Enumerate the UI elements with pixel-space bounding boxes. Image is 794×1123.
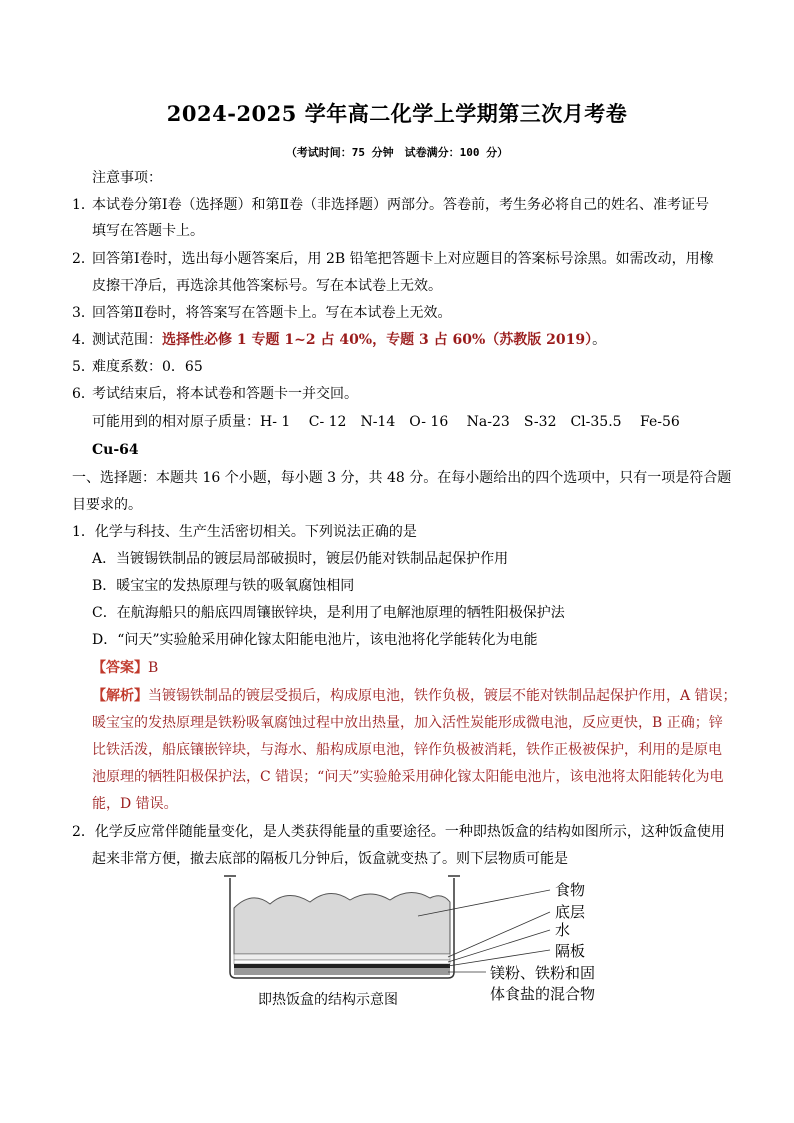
question-1-analysis-line-5: 能，D 错误。 [92,796,178,812]
food-layer [234,892,450,954]
partition-layer [234,964,450,968]
label-bottom-layer: 底层 [555,903,586,921]
atomic-mass-line: 可能用到的相对原子质量：H- 1 C- 12 N-14 O- 16 Na-23 S-32 Cl-35.5 Fe-56 [92,414,680,430]
notice-item-2: 2．回答第Ⅰ卷时，选出每小题答案后，用 2B 铅笔把答题卡上对应题目的答案标号涂黑。如需改动，用橡 [72,251,714,267]
notice-item-1: 1．本试卷分第Ⅰ卷（选择题）和第Ⅱ卷（非选择题）两部分。答卷前，考生务必将自己的姓名、准考证号 [72,197,710,213]
page-title: 2024-2025 学年高二化学上学期第三次月考卷 [166,101,628,126]
question-1-option-a: A．当镀锡铁制品的镀层局部破损时，镀层仍能对铁制品起保护作用 [92,551,509,567]
question-1-option-b: B．暖宝宝的发热原理与铁的吸氧腐蚀相同 [92,578,355,594]
lunchbox-diagram [218,868,638,1018]
bottom-layer [234,954,450,960]
notice-item-4: 4．测试范围：选择性必修 1 专题 1~2 占 40%，专题 3 占 60%（苏教版 2019）。 [72,332,607,348]
label-mixture-line-1: 镁粉、铁粉和固 [490,964,596,982]
notice-item-6: 6．考试结束后，将本试卷和答题卡一并交回。 [72,386,358,402]
question-2-stem: 2．化学反应常伴随能量变化，是人类获得能量的重要途径。一种即热饭盒的结构如图所示，这种饭盒使用 [72,824,725,840]
question-1-analysis: 【解析】当镀锡铁制品的镀层受损后，构成原电池，铁作负极，镀层不能对铁制品起保护作用，A 错误； [92,688,737,704]
question-1-option-d: D．“问天”实验舱采用砷化镓太阳能电池片，该电池将化学能转化为电能 [92,632,538,648]
lunchbox-diagram-svg [218,868,638,1018]
notice-item-5: 5．难度系数：0．65 [72,359,203,375]
question-1-analysis-line-4: 池原理的牺牲阳极保护法，C 错误；“问天”实验舱采用砷化镓太阳能电池片，该电池将太阳能转化为电 [92,769,724,785]
notice-item-1-cont: 填写在答题卡上。 [92,223,204,239]
notice-heading: 注意事项： [92,170,162,186]
page-subtitle: （考试时间：75 分钟 试卷满分：100 分） [285,146,509,159]
section-heading-cont: 目要求的。 [72,497,142,513]
notice-item-3: 3．回答第Ⅱ卷时，将答案写在答题卡上。写在本试卷上无效。 [72,305,452,321]
notice-item-2-cont: 皮擦干净后，再选涂其他答案标号。写在本试卷上无效。 [92,278,442,294]
question-1-answer: 【答案】B [92,660,159,676]
question-1-analysis-line-3: 比铁活泼，船底镶嵌锌块，与海水、船构成原电池，锌作负极被消耗，铁作正极被保护，利用的是原电 [92,742,722,758]
atomic-mass-line-cont: Cu-64 [92,442,139,458]
question-2-stem-cont: 起来非常方便，撤去底部的隔板几分钟后，饭盒就变热了。则下层物质可能是 [92,851,568,867]
figure-caption: 即热饭盒的结构示意图 [258,992,398,1008]
mixture-layer [234,968,450,975]
water-layer [234,960,450,964]
test-scope: 选择性必修 1 专题 1~2 占 40%，专题 3 占 60%（苏教版 2019） [162,332,593,348]
section-heading: 一、选择题：本题共 16 个小题，每小题 3 分，共 48 分。在每小题给出的四个选项中，只有一项是符合题 [72,470,732,486]
question-1-option-c: C．在航海船只的船底四周镶嵌锌块，是利用了电解池原理的牺牲阳极保护法 [92,605,565,621]
question-1-stem: 1．化学与科技、生产生活密切相关。下列说法正确的是 [72,524,417,540]
label-partition: 隔板 [555,942,586,960]
label-food: 食物 [555,881,586,899]
label-water: 水 [555,921,571,939]
label-mixture-line-2: 体食盐的混合物 [490,985,596,1003]
question-1-analysis-line-2: 暖宝宝的发热原理是铁粉吸氧腐蚀过程中放出热量，加入活性炭能形成微电池，反应更快，B 正确；锌 [92,715,723,731]
